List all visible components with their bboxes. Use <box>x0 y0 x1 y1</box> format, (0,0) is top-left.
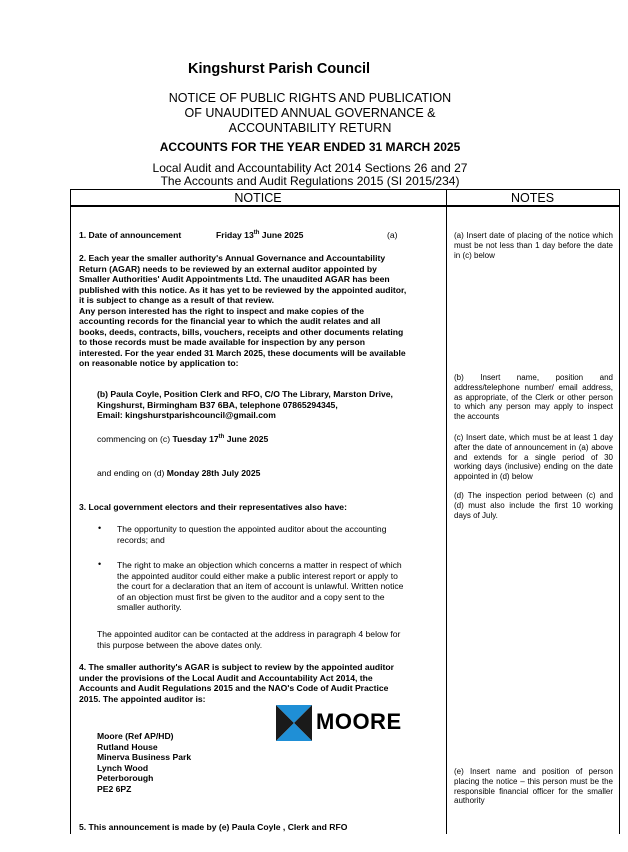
moore-logo <box>276 705 406 741</box>
contact-line: Kingshurst, Birmingham B37 6BA, telephone 07865294345, <box>97 399 338 410</box>
title-line: ACCOUNTABILITY RETURN <box>228 121 392 135</box>
moore-logo-icon <box>276 705 312 741</box>
table-column-divider <box>446 189 447 834</box>
legislation-lines <box>80 162 540 188</box>
notes-column-header: NOTES <box>510 191 555 205</box>
council-name: Kingshurst Parish Council <box>188 61 371 77</box>
paragraph-5: 5. This announcement is made by (e) Paula Coyle , Clerk and RFO <box>79 822 348 832</box>
accounts-line: ACCOUNTS FOR THE YEAR ENDED 31 MARCH 2025 <box>159 140 461 154</box>
p2-line: to those records must be made available for inspection by any person <box>79 337 366 347</box>
title-line: OF UNAUDITED ANNUAL GOVERNANCE & <box>184 106 436 120</box>
paragraph-4: 4. The smaller authority's AGAR is subject to review by the appointed auditor under the provisions of the Local Audit and Accountability Act 2014, the Accounts and Audit Regulations 2015 and the NAO's Code of Audit Practice 2015. The appointed auditor is: <box>79 662 394 704</box>
auditor-address: Moore (Ref AP/HD) Rutland House Minerva Business Park Lynch Wood Peterborough PE2 6PZ <box>97 731 192 794</box>
notice-title <box>80 91 540 136</box>
note-a: (a) Insert date of placing of the notice which must be not less than 1 day before the date in (c) below <box>454 231 613 260</box>
contact-block <box>97 389 443 421</box>
announcement-date: Friday 13th June 2025 <box>216 230 304 240</box>
contact-email: Email: kingshurstparishcouncil@gmail.com <box>97 410 276 420</box>
p2-line: accounting records for the financial year to which the audit relates and all <box>79 316 381 326</box>
act-line: Local Audit and Accountability Act 2014 Sections 26 and 27 <box>152 161 468 175</box>
paragraph-2 <box>79 253 441 369</box>
regs-line: The Accounts and Audit Regulations 2015 (SI 2015/234) <box>160 174 460 188</box>
bullet-2: The right to make an objection which concerns a matter in respect of which the appointed auditor could either make a public interest report or apply to the court for a declaration that an item of account is unlawful. Written notice of an objection must first be given to the auditor and a copy sent to the smaller authority. <box>117 560 404 612</box>
note-b: (b) Insert name, position and address/telephone number/ email address, as appropriate, of the Clerk or other person to which any person may apply to inspect the accounts <box>454 373 613 422</box>
table-right-border <box>619 189 620 834</box>
auditor-contact-note: The appointed auditor can be contacted at the address in paragraph 4 below for this purpose between the above dates only. <box>97 629 401 650</box>
p2-line: Any person interested has the right to inspect and make copies of the <box>79 305 365 316</box>
table-top-border <box>70 189 620 190</box>
contact-line: (b) Paula Coyle, Position Clerk and RFO, C/O The Library, Marston Drive, <box>97 389 393 399</box>
p2-line: Smaller Authorities' Audit Appointments Ltd. The unaudited AGAR has been <box>79 274 390 284</box>
announcement-ref: (a) <box>387 230 398 240</box>
bullet-dot: • <box>98 559 102 569</box>
title-line: NOTICE OF PUBLIC RIGHTS AND PUBLICATION <box>168 91 452 105</box>
commencing-line: commencing on (c) Tuesday 17th June 2025 <box>97 434 269 444</box>
announcement-label: 1. Date of announcement <box>79 230 182 240</box>
bullet-dot: • <box>98 523 102 533</box>
note-d: (d) The inspection period between (c) and (d) must also include the first 10 working days of July. <box>454 491 613 520</box>
bullet-1: The opportunity to question the appointed auditor about the accounting records; and <box>117 524 387 545</box>
paragraph-3-heading: 3. Local government electors and their representatives also have: <box>79 502 347 512</box>
p2-line: it is subject to change as a result of that review. <box>79 295 275 305</box>
moore-logo-text: MOORE <box>316 709 402 734</box>
table-header-border-2 <box>70 206 620 207</box>
p2-line: interested. For the year ended 31 March 2025, these documents will be available <box>79 347 406 358</box>
p2-line: on reasonable notice by application to: <box>79 358 239 368</box>
p2-line: Return (AGAR) needs to be reviewed by an external auditor appointed by <box>79 263 377 274</box>
p2-line: books, deeds, contracts, bills, vouchers, receipts and other documents relating <box>79 326 404 337</box>
p2-line: published with this notice. As it has yet to be reviewed by the appointed auditor, <box>79 284 407 295</box>
notice-column-header: NOTICE <box>234 191 282 205</box>
note-e: (e) Insert name and position of person placing the notice – this person must be the responsible financial officer for the smaller authority <box>454 767 613 806</box>
table-left-border <box>70 189 71 834</box>
ending-line: and ending on (d) Monday 28th July 2025 <box>97 468 261 478</box>
p2-line: 2. Each year the smaller authority's Annual Governance and Accountability <box>79 253 386 263</box>
note-c: (c) Insert date, which must be at least 1 day after the date of announcement in (a) above and extends for a single period of 30 working days (inclusive) ending on the date appointed in (d) below <box>454 433 613 482</box>
